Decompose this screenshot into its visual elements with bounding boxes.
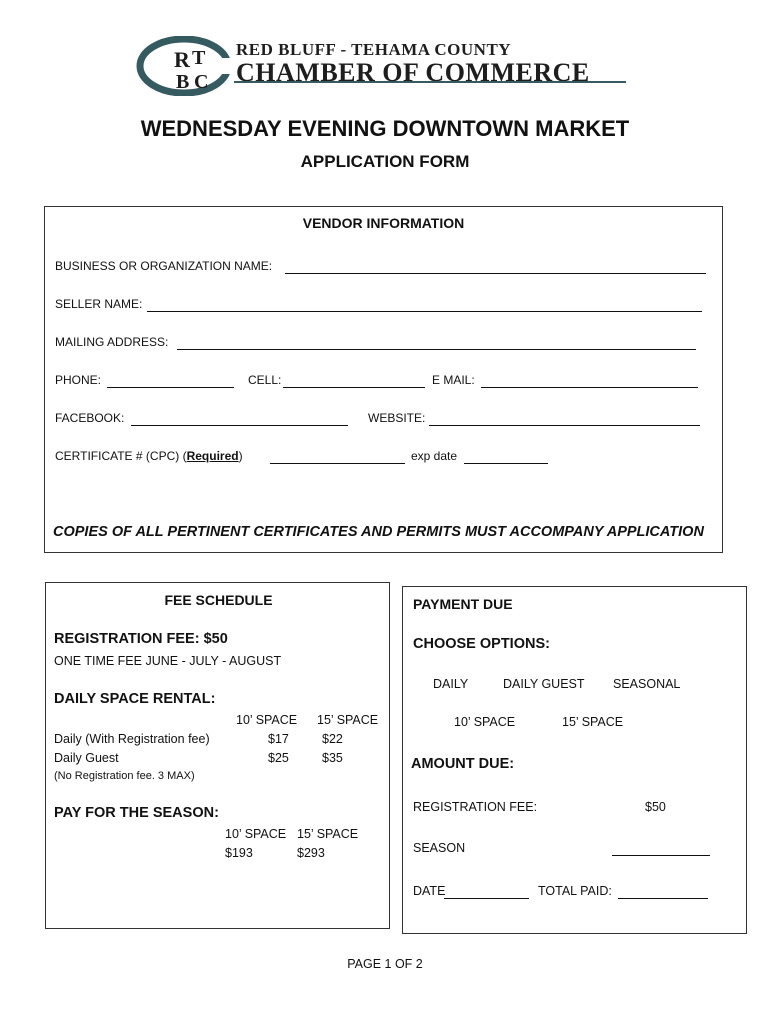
fee-row-10: $25 <box>268 751 289 765</box>
option-15-space[interactable]: 15’ SPACE <box>562 715 624 729</box>
daily-col-10: 10’ SPACE <box>236 713 298 727</box>
email-label: E MAIL: <box>432 373 475 387</box>
fee-row-15: $22 <box>322 732 343 746</box>
certificate-label <box>55 449 243 463</box>
org-name-line1: RED BLUFF - TEHAMA COUNTY <box>236 40 512 59</box>
guest-note: (No Registration fee. 3 MAX) <box>54 770 195 782</box>
season-price-10: $193 <box>225 846 253 860</box>
vendor-heading: VENDOR INFORMATION <box>302 215 465 231</box>
page-number: PAGE 1 OF 2 <box>347 957 423 971</box>
certificate-field[interactable] <box>270 463 405 464</box>
rbtc-seal-logo <box>136 36 232 96</box>
website-field[interactable] <box>429 425 700 426</box>
season-heading: PAY FOR THE SEASON: <box>54 805 219 821</box>
fee-schedule-heading: FEE SCHEDULE <box>164 592 273 608</box>
option-10-space[interactable]: 10’ SPACE <box>454 715 516 729</box>
total-paid-field[interactable] <box>618 898 708 899</box>
fee-row-15: $35 <box>322 751 343 765</box>
svg-text:B: B <box>176 71 190 93</box>
cell-field[interactable] <box>283 387 425 388</box>
svg-text:T: T <box>192 47 206 69</box>
one-time-fee-note: ONE TIME FEE JUNE - JULY - AUGUST <box>54 654 282 668</box>
daily-space-heading: DAILY SPACE RENTAL: <box>54 691 216 707</box>
season-label: SEASON <box>413 841 466 855</box>
registration-fee: REGISTRATION FEE: $50 <box>54 631 228 647</box>
choose-options-label: CHOOSE OPTIONS: <box>413 636 550 652</box>
seller-name-label: SELLER NAME: <box>55 297 143 311</box>
facebook-label: FACEBOOK: <box>55 411 125 425</box>
fee-row-label: Daily Guest <box>54 751 119 765</box>
fee-row-label: Daily (With Registration fee) <box>54 732 210 746</box>
vendor-information-section <box>44 206 723 553</box>
daily-col-15: 15’ SPACE <box>317 713 379 727</box>
season-amount-field[interactable] <box>612 855 710 856</box>
mailing-address-field[interactable] <box>177 349 696 350</box>
page-title: WEDNESDAY EVENING DOWNTOWN MARKET <box>140 116 630 141</box>
certificate-label-text: CERTIFICATE # (CPC) ( <box>55 449 187 463</box>
total-paid-label: TOTAL PAID: <box>538 884 612 898</box>
svg-text:C: C <box>194 71 209 93</box>
email-field[interactable] <box>481 387 698 388</box>
season-col-15: 15’ SPACE <box>297 827 359 841</box>
date-label: DATE <box>413 884 446 898</box>
permits-notice: COPIES OF ALL PERTINENT CERTIFICATES AND PERMITS MUST ACCOMPANY APPLICATION <box>53 524 704 540</box>
registration-fee-label: REGISTRATION FEE: <box>413 800 538 814</box>
fee-row-10: $17 <box>268 732 289 746</box>
option-daily-guest[interactable]: DAILY GUEST <box>503 677 585 691</box>
certificate-required-text: Required <box>186 449 239 463</box>
certificate-label-close: ) <box>238 449 243 463</box>
svg-text:R: R <box>174 47 190 72</box>
page-subtitle: APPLICATION FORM <box>300 152 470 171</box>
amount-due-heading: AMOUNT DUE: <box>411 756 515 772</box>
fee-schedule-section <box>45 582 390 929</box>
date-field[interactable] <box>444 898 529 899</box>
payment-due-heading: PAYMENT DUE <box>413 596 513 612</box>
option-daily[interactable]: DAILY <box>433 677 469 691</box>
cell-label: CELL: <box>248 373 282 387</box>
season-price-15: $293 <box>297 846 325 860</box>
org-name-line2: CHAMBER OF COMMERCE <box>236 58 590 87</box>
exp-date-field[interactable] <box>464 463 548 464</box>
facebook-field[interactable] <box>131 425 348 426</box>
option-seasonal[interactable]: SEASONAL <box>613 677 681 691</box>
website-label: WEBSITE: <box>368 411 426 425</box>
mailing-address-label: MAILING ADDRESS: <box>55 335 169 349</box>
business-name-field[interactable] <box>285 273 706 274</box>
phone-field[interactable] <box>107 387 234 388</box>
payment-due-section <box>402 586 747 934</box>
exp-date-label: exp date <box>411 449 458 463</box>
phone-label: PHONE: <box>55 373 102 387</box>
chamber-logo <box>136 36 636 96</box>
seller-name-field[interactable] <box>147 311 702 312</box>
season-col-10: 10’ SPACE <box>225 827 287 841</box>
business-name-label: BUSINESS OR ORGANIZATION NAME: <box>55 259 273 273</box>
registration-fee-value: $50 <box>645 800 666 814</box>
logo-rule <box>234 81 626 83</box>
